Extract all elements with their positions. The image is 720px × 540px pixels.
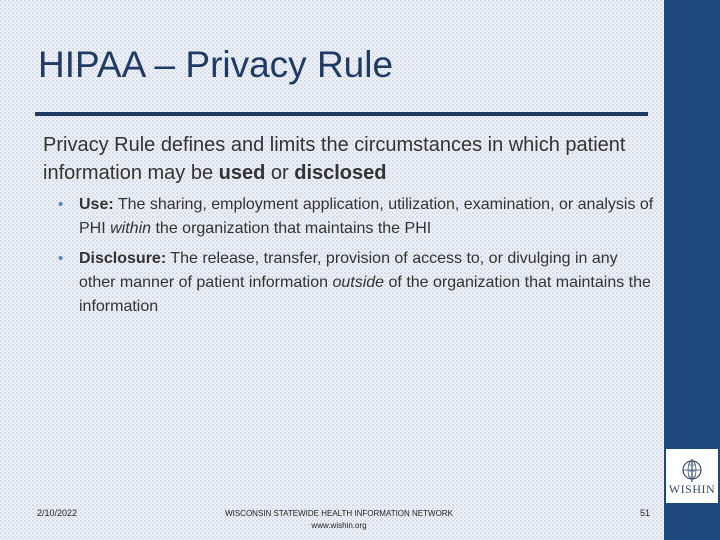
bullet-text: The sharing, employment application, utilization, examination, or analysis of PHI [79,196,654,237]
bullet-dot-icon: • [58,196,64,213]
footer-date: 2/10/2022 [37,508,78,518]
bullet-use [58,193,658,241]
footer-organization [200,508,478,532]
intro-term-used: used [218,162,266,184]
bullet-term: Use: [79,196,114,213]
bullet-disclosure [58,247,658,319]
footer-org-name: WISCONSIN STATEWIDE HEALTH INFORMATION NETWORK [225,509,453,518]
bullet-text-end: the organization that maintains the PHI [151,220,432,237]
bullet-emphasis: within [110,220,152,237]
intro-text: Privacy Rule defines and limits the circumstances in which patient information may be [43,134,626,184]
title-underline [35,112,648,116]
slide-title: HIPAA – Privacy Rule [38,44,394,85]
intro-connector: or [265,162,295,184]
intro-term-disclosed: disclosed [294,162,387,184]
bullet-text: The release, transfer, provision of access to, or divulging in any other manner of patient information [79,250,618,291]
bullet-term: Disclosure: [79,250,167,267]
bullet-dot-icon: • [58,250,64,267]
footer-website: www.wishin.org [311,521,367,530]
wishin-logo [666,449,718,503]
page-number: 51 [639,508,650,518]
bullet-text-end: of the organization that maintains the information [79,274,651,315]
definition-list [58,193,658,325]
bullet-emphasis: outside [332,274,385,291]
logo-text: WISHIN [668,482,716,496]
globe-caduceus-icon [676,458,708,484]
intro-paragraph [43,131,643,187]
